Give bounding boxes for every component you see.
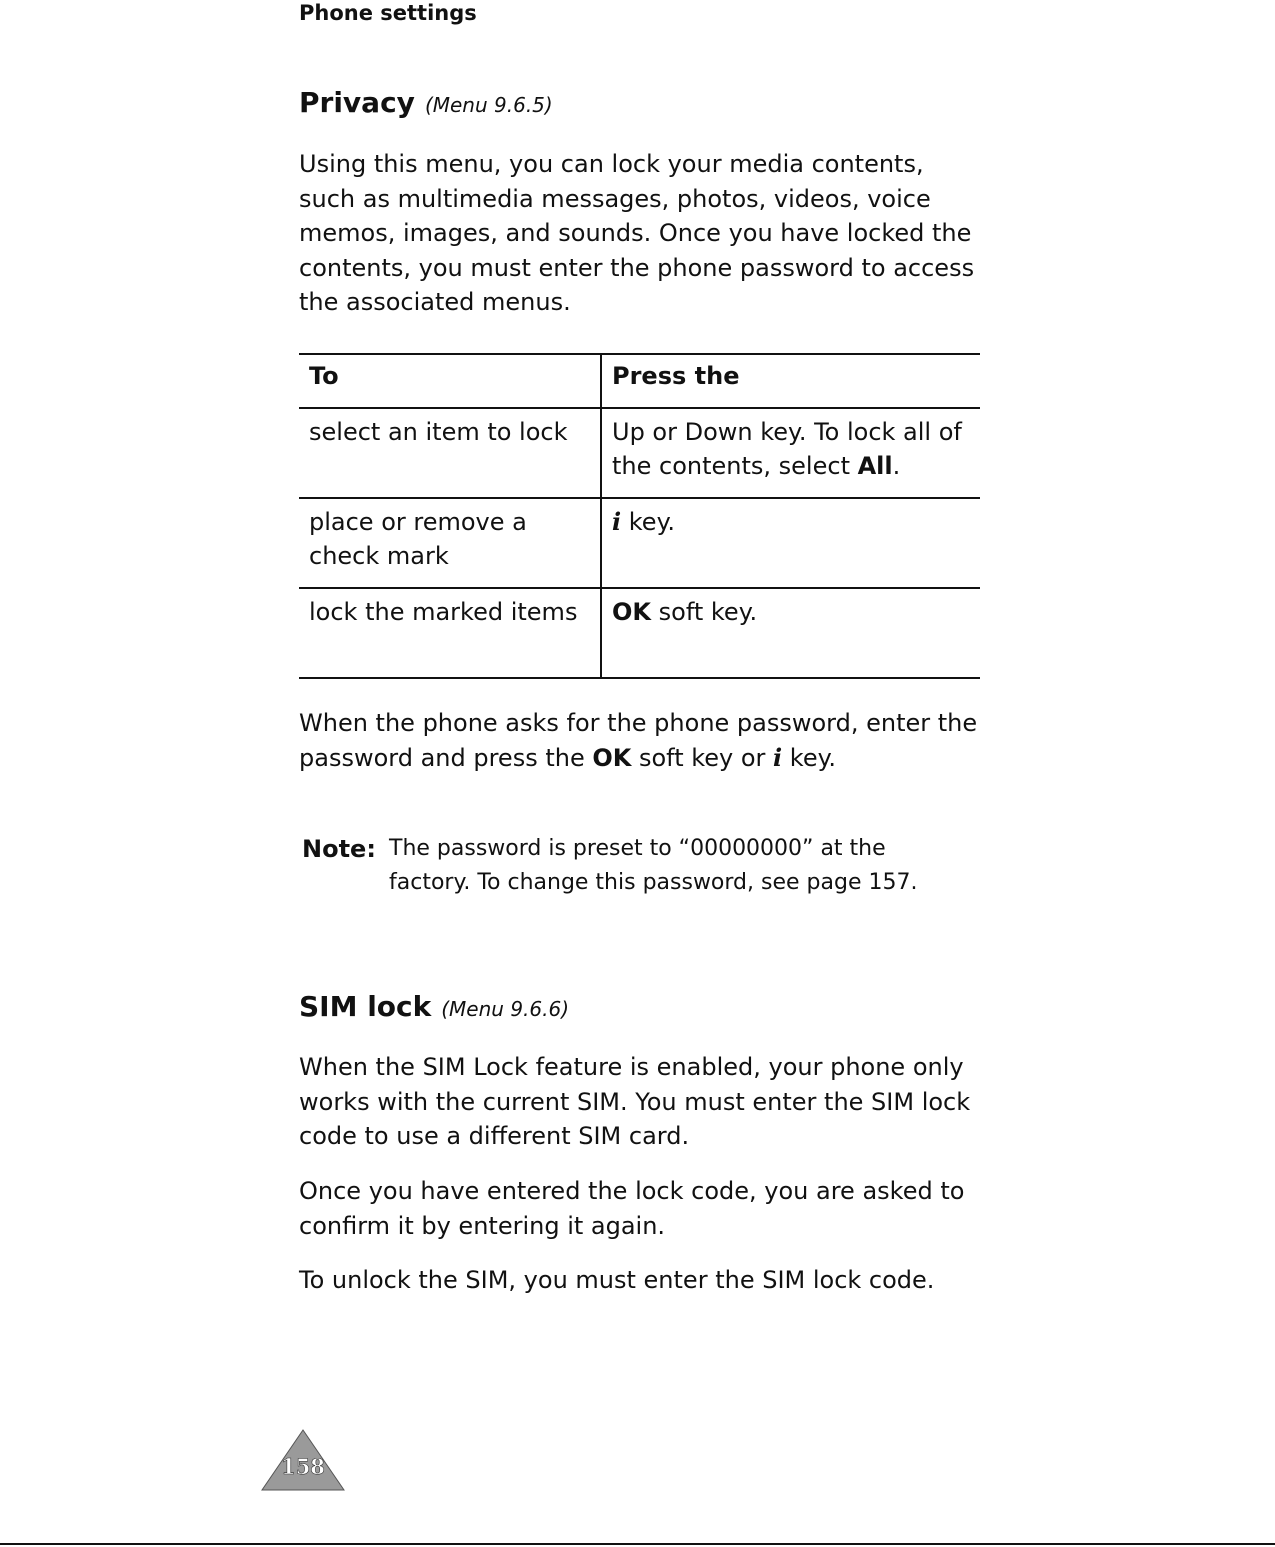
press-bold-text: OK [612,598,651,626]
password-block [299,706,979,775]
press-text: . [892,452,901,480]
sim-lock-para-1-block [299,1050,979,1154]
password-paragraph [299,706,979,775]
running-header: Phone settings [299,1,477,25]
sim-lock-title-text: SIM lock [299,990,432,1023]
sim-lock-para-3-block [299,1263,979,1298]
footer-rule [0,1543,1275,1545]
password-text: When the phone asks for the phone password, enter the password and press the [299,709,978,772]
privacy-intro-block [299,147,979,320]
page-number: 158 [281,1454,325,1479]
table-row [299,408,980,498]
press-text: key. [621,508,675,536]
privacy-menu-ref: (Menu 9.6.5) [424,93,553,117]
sim-lock-paragraph: To unlock the SIM, you must enter the SIM lock code. [299,1266,935,1294]
table-cell-to: select an item to lock [299,408,601,498]
table-cell-to: place or remove a check mark [299,498,601,588]
table-row [299,588,980,678]
sim-lock-para-2-block [299,1174,979,1243]
password-text: soft key or [631,743,774,772]
press-text: soft key. [651,598,758,626]
info-key-icon: i [773,742,783,772]
page-number-badge [260,1428,346,1492]
table-cell-to: lock the marked items [299,588,601,678]
info-key-icon: i [612,507,622,536]
sim-lock-heading-block [299,990,989,1026]
key-table [299,353,980,679]
sim-lock-paragraph: When the SIM Lock feature is enabled, your phone only works with the current SIM. You must enter the SIM lock code to use a different SIM card. [299,1053,971,1150]
key-table-header-row [299,354,980,408]
press-bold-text: All [857,452,893,480]
privacy-title-text: Privacy [299,86,415,119]
table-cell-press [601,498,980,588]
note-text: The password is preset to “00000000” at the factory. To change this password, see page 157. [389,836,918,895]
note-label: Note: [302,835,376,863]
ok-key-text: OK [592,743,632,772]
key-table-col-to: To [299,354,601,408]
table-cell-press [601,408,980,498]
table-cell-press [601,588,980,678]
password-text: key. [782,743,837,772]
press-text: Up or Down key. To lock all of the contents, select [612,418,962,480]
privacy-heading-block [299,86,989,122]
privacy-title [299,86,989,122]
table-row [299,498,980,588]
sim-lock-paragraph: Once you have entered the lock code, you are asked to confirm it by entering it again. [299,1177,965,1240]
sim-lock-menu-ref: (Menu 9.6.6) [441,997,570,1021]
sim-lock-title [299,990,989,1026]
key-table-col-press: Press the [601,354,980,408]
privacy-intro: Using this menu, you can lock your media contents, such as multimedia messages, photos, videos, voice memos, images, and sounds. Once you have locked the contents, you must enter the phone password to access the associated menus. [299,150,975,316]
